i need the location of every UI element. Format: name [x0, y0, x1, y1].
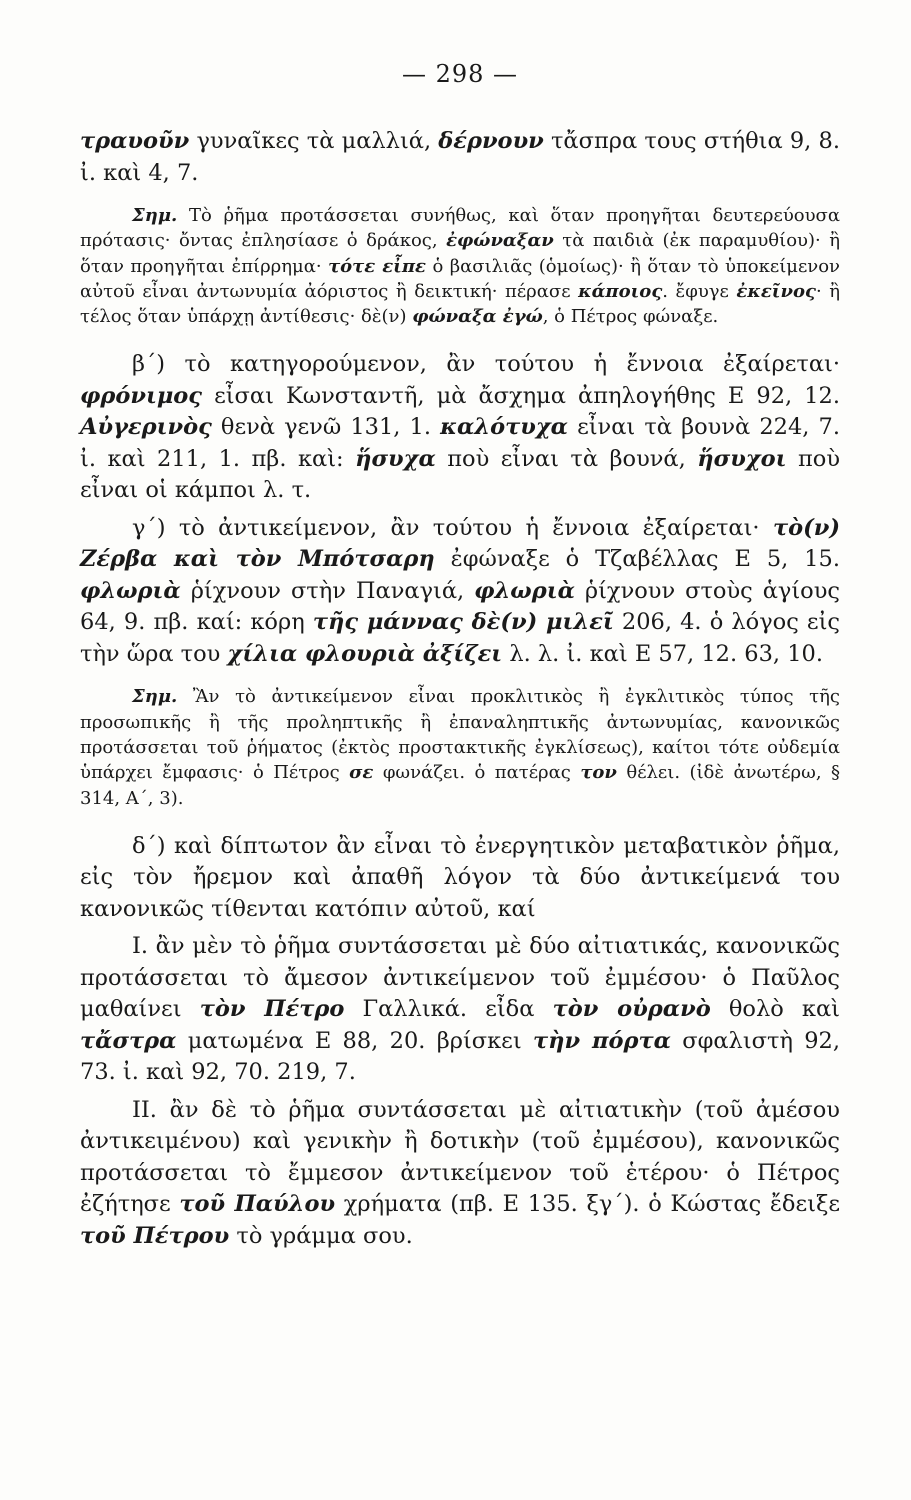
- emphasized-text: τότε εἶπε: [328, 255, 426, 277]
- text-run: ματωμένα Ε 88, 20. βρίσκει: [176, 1027, 533, 1054]
- paragraph-object: [80, 513, 840, 671]
- text-run: ποὺ εἶναι τὰ βουνά,: [435, 445, 698, 472]
- emphasized-text: χίλια φλουριὰ ἀξίζει: [227, 640, 503, 667]
- text-run: χρήματα (πβ. Ε 135. ξγ΄). ὁ Κώστας ἔδειξε: [335, 1191, 840, 1218]
- emphasized-text: φλωριὰ: [80, 577, 181, 604]
- emphasized-text: τὴν πόρτα: [532, 1027, 671, 1054]
- text-run: ποὺ εἶναι οἱ κάμποι λ. τ.: [80, 445, 841, 504]
- text-run: Ι. ἂν μὲν τὸ ῥῆμα συντάσσεται μὲ δύο αἰτιατικάς, κανονικῶς προτάσσεται τὸ ἄμεσον ἀντικείμενον τοῦ ἐμμέσου· ὁ Παῦλος μαθαίνει: [80, 933, 840, 1023]
- text-run: · ἢ τέλος ὅταν ὑπάρχῃ ἀντίθεσις· δὲ(ν): [80, 280, 840, 328]
- text-run: θενὰ γενῶ 131, 1.: [211, 414, 441, 441]
- text-run: 206, 4. ὁ λόγος εἰς τὴν ὥρα του: [80, 609, 840, 667]
- page-number: — 298 —: [401, 60, 519, 88]
- emphasized-text: φρόνιμος: [80, 382, 203, 409]
- emphasized-text: τῆς μάννας δὲ(ν) μιλεῖ: [312, 609, 614, 636]
- text-run: φωνάζει. ὁ πατέρας: [373, 762, 581, 784]
- paragraph-ditransitive: [80, 831, 840, 926]
- emphasized-text: Σημ.: [132, 205, 178, 226]
- text-run: λ. λ. ἰ. καὶ Ε 57, 12. 63, 10.: [502, 640, 823, 667]
- text-run: τὰ παιδιὰ (ἐκ παραμυθίου)· ἢ ὅταν προηγῆται ἐπίρρημα·: [80, 230, 840, 277]
- emphasized-text: τον: [580, 762, 617, 784]
- emphasized-text: καλότυχα: [440, 414, 568, 441]
- text-run: ἐφώναξε ὁ Τζαβέλλας Ε 5, 15.: [434, 546, 840, 573]
- text-run: γ΄) τὸ ἀντικείμενον, ἂν τούτου ἡ ἔννοια ἐξαίρεται·: [132, 514, 773, 541]
- emphasized-text: τὸν Πέτρο: [199, 996, 345, 1023]
- emphasized-text: δέρνουν: [438, 128, 544, 154]
- text-run: , ὁ Πέτρος φώναξε.: [542, 306, 719, 328]
- note-object-pronoun: [80, 684, 840, 810]
- text-run: ῥίχνουν στὴν Παναγιά,: [180, 577, 475, 604]
- emphasized-text: τὸ(ν) Ζέρβα καὶ τὸν Μπότσαρη: [80, 514, 840, 573]
- text-run: σφαλιστὴ 92, 73. ἰ. καὶ 92, 70. 219, 7.: [80, 1027, 841, 1086]
- text-run: θέλει. (ἰδὲ ἀνωτέρω, § 314, Α΄, 3).: [80, 762, 840, 809]
- paragraph-accusative-genitive: [80, 1095, 840, 1253]
- text-run: γυναῖκες τὰ μαλλιά,: [189, 128, 439, 154]
- text-run: δ΄) καὶ δίπτωτον ἂν εἶναι τὸ ἐνεργητικὸν μεταβατικὸν ῥῆμα, εἰς τὸν ἤρεμον καὶ ἀπαθῆ λόγον τὰ δύο ἀντικείμενά του κανονικῶς τίθενται κατόπιν αὐτοῦ, καί: [80, 832, 840, 922]
- emphasized-text: Αὐγερινὸς: [80, 414, 212, 441]
- paragraph-continuation: [80, 126, 840, 189]
- emphasized-text: ἥσυχοι: [697, 445, 787, 472]
- emphasized-text: φλωριὰ: [474, 577, 575, 604]
- emphasized-text: τραυοῦν: [80, 128, 190, 154]
- text-run: ῥίχνουν στοὺς ἁγίους 64, 9. πβ. καί: κόρη: [80, 577, 841, 636]
- note-verb-preposed: [80, 203, 840, 329]
- text-run: . ἔφυγε: [662, 280, 737, 302]
- emphasized-text: ἐκεῖνος: [736, 280, 816, 302]
- emphasized-text: τοῦ Παύλου: [179, 1191, 336, 1218]
- text-run: β΄) τὸ κατηγορούμενον, ἂν τούτου ἡ ἔννοια ἐξαίρεται·: [132, 351, 840, 378]
- emphasized-text: Σημ.: [132, 686, 178, 708]
- paragraph-predicate: [80, 349, 840, 507]
- emphasized-text: τὸν οὐρανὸ: [552, 996, 711, 1023]
- text-run: τἄσπρα τους στήθια 9, 8. ἰ. καὶ 4, 7.: [80, 128, 840, 186]
- emphasized-text: φώναξα ἐγώ: [412, 306, 543, 328]
- paragraph-two-accusatives: [80, 931, 840, 1089]
- book-page: [80, 60, 840, 1252]
- emphasized-text: τοῦ Πέτρου: [80, 1222, 230, 1249]
- emphasized-text: τἄστρα: [80, 1027, 177, 1054]
- text-run: Τὸ ῥῆμα προτάσσεται συνήθως, καὶ ὅταν προηγῆται δευτερεύουσα πρότασις· ὄντας ἐπλησίασε ὁ δράκος,: [80, 205, 840, 252]
- text-run: ὁ βασιλιᾶς (ὁμοίως)· ἢ ὅταν τὸ ὑποκείμενον αὐτοῦ εἶναι ἀντωνυμία ἀόριστος ἢ δεικτική· πέρασε: [80, 255, 840, 302]
- text-run: Γαλλικά. εἶδα: [344, 996, 553, 1023]
- text-run: Ἂν τὸ ἀντικείμενον εἶναι προκλιτικὸς ἢ ἐγκλιτικὸς τύπος τῆς προσωπικῆς ἢ τῆς προληπτικῆς ἢ ἐπαναληπτικῆς ἀντωνυμίας, κανονικῶς προτάσσεται τοῦ ῥήματος (ἐκτὸς προστακτικῆς ἐγκλίσεως), καίτοι τότε οὐδεμία ὑπάρχει ἔμφασις· ὁ Πέτρος: [80, 686, 840, 784]
- emphasized-text: ἥσυχα: [355, 445, 436, 472]
- emphasized-text: ἐφώναξαν: [446, 230, 554, 252]
- text-run: τὸ γράμμα σου.: [229, 1222, 413, 1249]
- text-run: εἶναι τὰ βουνὰ 224, 7. ἰ. καὶ 211, 1. πβ. καὶ:: [80, 414, 841, 472]
- emphasized-text: κάποιος: [578, 280, 663, 302]
- text-run: ΙΙ. ἂν δὲ τὸ ῥῆμα συντάσσεται μὲ αἰτιατικὴν (τοῦ ἀμέσου ἀντικειμένου) καὶ γενικὴν ἢ δοτικὴν (τοῦ ἐμμέσου), κανονικῶς προτάσσεται τὸ ἔμμεσον ἀντικείμενον τοῦ ἑτέρου· ὁ Πέτρος ἐζήτησε: [80, 1096, 840, 1218]
- emphasized-text: σε: [349, 762, 374, 784]
- text-run: θολὸ καὶ: [710, 996, 840, 1023]
- text-run: εἶσαι Κωνσταντῆ, μὰ ἄσχημα ἀπηλογήθης Ε 92, 12.: [202, 382, 840, 409]
